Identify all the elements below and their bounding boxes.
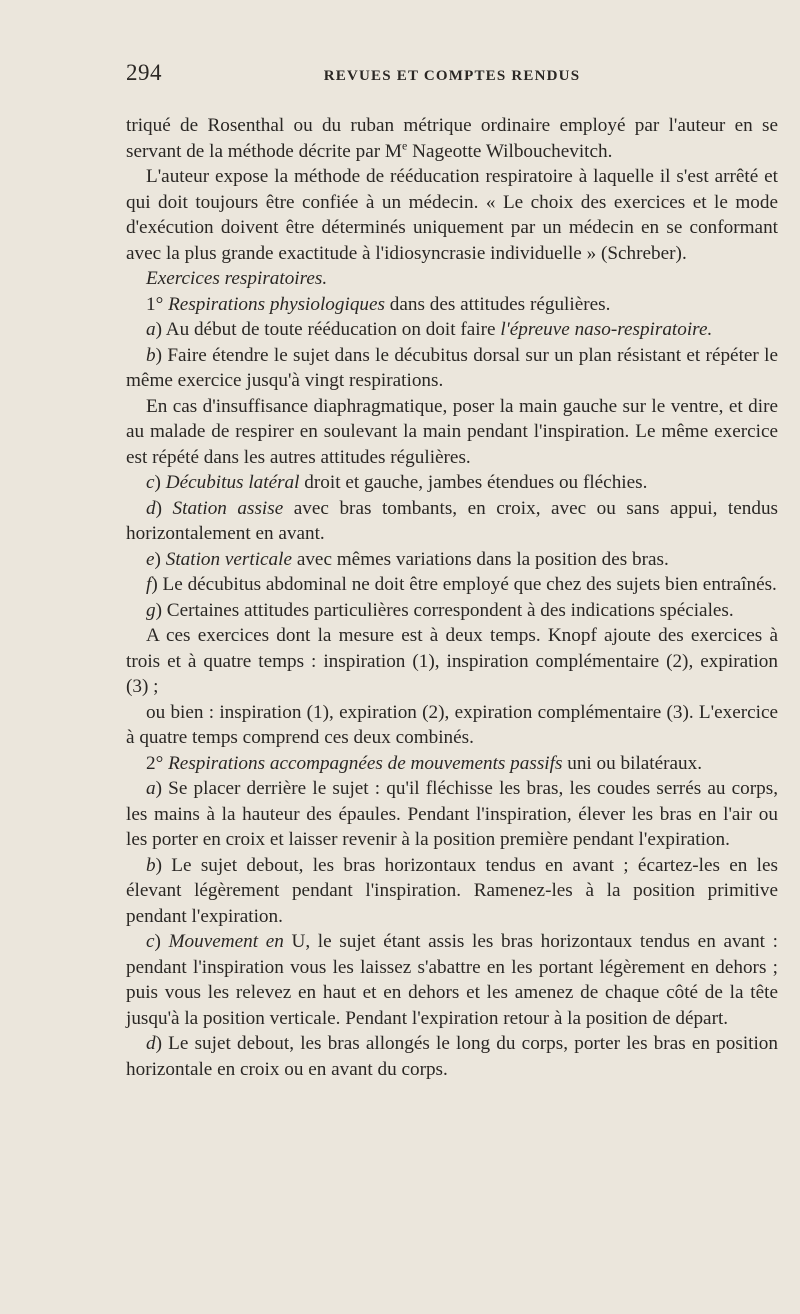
text-run: triqué de Rosenthal ou du ruban métrique ordinaire employé par l'auteur en se servant de la méthode décrite par M <box>126 115 778 162</box>
paragraph <box>126 572 778 598</box>
paragraph <box>126 470 778 496</box>
italic-text: a <box>146 319 156 340</box>
text-run: ) Faire étendre le sujet dans le décubitus dorsal sur un plan résistant et répéter le même exercice jusqu'à vingt respirations. <box>126 344 778 391</box>
page-header <box>126 60 778 96</box>
italic-text: b <box>146 344 156 366</box>
paragraph <box>126 113 778 164</box>
text-run: avec bras tombants, en croix, avec ou sans appui, tendus horizontalement en avant. <box>126 497 779 544</box>
italic-text: d <box>146 1033 156 1054</box>
paragraph <box>126 700 778 751</box>
italic-text: Mouvement en <box>168 931 284 952</box>
text-run: Nageotte Wilbouchevitch. <box>407 140 613 162</box>
italic-text: a <box>146 778 156 799</box>
paragraph <box>126 929 778 1031</box>
italic-text: e <box>146 548 155 570</box>
paragraph <box>126 266 778 292</box>
running-title: REVUES ET COMPTES RENDUS <box>323 68 581 84</box>
italic-text: c <box>146 472 155 493</box>
text-run: ) Le sujet debout, les bras horizontaux tendus en avant ; écartez-les en les élevant légèrement pendant l'inspiration. Ramenez-les à la position primitive pendant l'expiration. <box>126 854 778 927</box>
paragraph <box>126 292 778 318</box>
text-run: uni ou bilatéraux. <box>562 752 703 774</box>
text-run: ) Le sujet debout, les bras allongés le long du corps, porter les bras en position horizontale en croix ou en avant du corps. <box>126 1033 778 1080</box>
text-run: ) <box>155 497 173 519</box>
text-run: 2° <box>146 752 169 774</box>
paragraph <box>126 343 778 394</box>
superscript: e <box>401 138 408 153</box>
paragraph <box>126 751 778 777</box>
paragraph <box>126 598 778 624</box>
text-run: ) Le décubitus abdominal ne doit être employé que chez des sujets bien entraînés. <box>151 574 777 595</box>
text-run: avec mêmes variations dans la position des bras. <box>292 548 669 570</box>
text-run: A ces exercices dont la mesure est à deux temps. Knopf ajoute des exercices à trois et à quatre temps : inspiration (1), inspiration complémentaire (2), expiration (3) ; <box>126 625 778 697</box>
text-run: U, le sujet étant assis les bras horizontaux tendus en avant : pendant l'inspiration vous les laissez s'abattre en les portant légèrement en dehors ; puis vous les relevez en haut et en dehors et les amenez de chaque côté de la tête jusqu'à la position verticale. Pendant l'expiration retour à la position de départ. <box>126 931 778 1029</box>
italic-text: Station assise <box>172 497 284 519</box>
italic-text: c <box>146 931 155 952</box>
text-run: ) Certaines attitudes particulières correspondent à des indications spéciales. <box>155 599 734 621</box>
paragraph <box>126 496 778 547</box>
italic-text: g <box>146 599 156 621</box>
paragraph <box>126 547 778 573</box>
paragraph <box>126 1031 778 1082</box>
text-run: En cas d'insuffisance diaphragmatique, poser la main gauche sur le ventre, et dire au malade de respirer en soulevant la main pendant l'inspiration. Le même exercice est répété dans les autres attitudes régulières. <box>126 395 778 468</box>
text-run: ) <box>154 931 169 952</box>
page-number: 294 <box>126 60 162 85</box>
italic-text: Exercices respiratoires. <box>146 268 328 289</box>
text-run: droit et gauche, jambes étendues ou fléchies. <box>299 472 648 493</box>
text-run: dans des attitudes régulières. <box>385 293 611 315</box>
italic-text: l'épreuve naso-respiratoire. <box>500 319 713 340</box>
text-run: 1° <box>146 293 169 315</box>
text-run: ou bien : inspiration (1), expiration (2), expiration complémentaire (3). L'exercice à quatre temps comprend ces deux combinés. <box>126 701 778 748</box>
text-run: ) Se placer derrière le sujet : qu'il fléchisse les bras, les coudes serrés au corps, les mains à la hauteur des épaules. Pendant l'inspiration, élever les bras en l'air ou les porter en croix et laisser revenir à la position première pendant l'expiration. <box>126 778 778 850</box>
paragraph <box>126 776 778 853</box>
italic-text: f <box>146 574 152 595</box>
italic-text: Station verticale <box>165 548 293 570</box>
paragraph <box>126 164 778 266</box>
italic-text: d <box>146 497 156 519</box>
paragraph <box>126 317 778 343</box>
article-body <box>126 113 778 1082</box>
text-run: ) Au début de toute rééducation on doit faire <box>155 319 501 340</box>
italic-text: b <box>146 854 156 876</box>
text-run: ) <box>154 548 166 570</box>
italic-text: Respirations accompagnées de mouvements passifs <box>168 752 563 774</box>
italic-text: Respirations physiologiques <box>168 293 385 315</box>
text-run: ) <box>154 472 166 493</box>
text-run: L'auteur expose la méthode de rééducation respiratoire à laquelle il s'est arrêté et qui doit toujours être confiée à un médecin. « Le choix des exercices et le mode d'exécution doivent être déterminés uniquement par un médecin en se conformant avec la plus grande exactitude à l'idiosyncrasie individuelle » (Schreber). <box>126 166 778 264</box>
paragraph <box>126 623 778 700</box>
paragraph <box>126 394 778 471</box>
italic-text: Décubitus latéral <box>165 472 300 493</box>
paragraph <box>126 853 778 930</box>
